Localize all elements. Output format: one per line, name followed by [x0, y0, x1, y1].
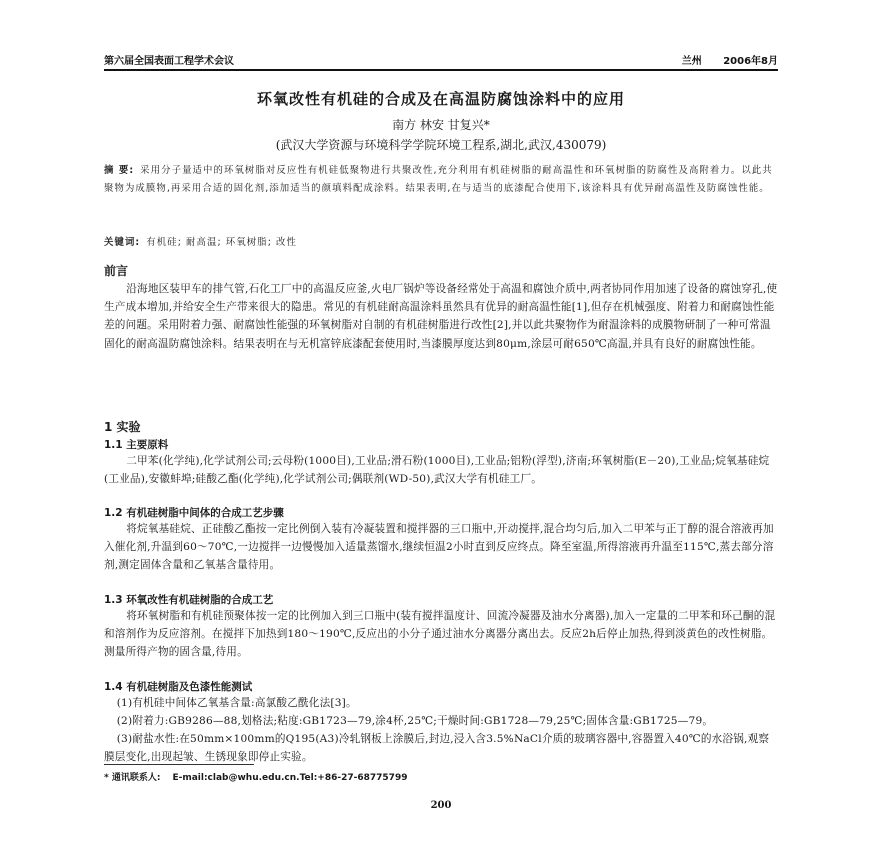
footnote-rule — [104, 764, 254, 765]
subsection-heading-1-3: 1.3 环氧改性有机硅树脂的合成工艺 — [104, 594, 274, 606]
intro-heading: 前言 — [104, 264, 129, 278]
keywords — [104, 234, 778, 248]
conference-name: 第六届全国表面工程学术会议 — [104, 56, 234, 67]
author-list: 南方 林安 甘复兴* — [392, 118, 490, 132]
section-heading-experiment: 1 实验 — [104, 420, 141, 434]
subsection-heading-1-4: 1.4 有机硅树脂及色漆性能测试 — [104, 681, 253, 693]
subsection-heading-1-1: 1.1 主要原料 — [104, 439, 169, 451]
test-item-1: (1)有机硅中间体乙氧基含量:高氯酸乙酰化法[3]。 — [116, 697, 357, 709]
paragraph-1-2: 将烷氧基硅烷、正硅酸乙酯按一定比例倒入装有冷凝装置和搅拌器的三口瓶中,开动搅拌,混合均匀后,加入二甲苯与正丁醇的混合溶液再加入催化剂,升温到60～70℃,一边搅拌一边慢慢加入适量蒸馏水,继续恒温2小时直到反应终点。降至室温,所得溶液再升温至115℃,蒸去部分溶剂,测定固体含量和乙氧基含量待用。 — [104, 523, 774, 572]
page-number: 200 — [430, 800, 452, 811]
footnote — [104, 770, 778, 783]
header-rule — [104, 69, 778, 71]
footnote-label: * 通讯联系人: — [104, 773, 161, 783]
test-item-3: (3)耐盐水性:在50mm×100mm的Q195(A3)冷轧钢板上涂膜后,封边,浸入含3.5%NaCl介质的玻璃容器中,容器置入40℃的水浴锅,观察膜层变化,出现起皱、生锈现象即停止实验。 — [104, 733, 770, 764]
intro-paragraph: 沿海地区装甲车的排气管,石化工厂中的高温反应釜,火电厂锅炉等设备经常处于高温和腐蚀介质中,两者协同作用加速了设备的腐蚀穿孔,使生产成本增加,并给安全生产带来很大的隐患。常见的有机硅耐高温涂料虽然具有优异的耐高温性能[1],但存在机械强度、附着力和耐腐蚀性能差的问题。采用附着力强、耐腐蚀性能强的环氧树脂对自制的有机硅树脂进行改性[2],并以此共聚物作为耐温涂料的成膜物研制了一种可常温固化的耐高温防腐蚀涂料。结果表明在与无机富锌底漆配套使用时,当漆膜厚度达到80μm,涂层可耐650℃高温,并具有良好的耐腐蚀性能。 — [104, 283, 778, 350]
footnote-contact: E-mail:clab@whu.edu.cn.Tel:+86-27-68775799 — [172, 773, 408, 783]
abstract — [104, 162, 778, 198]
keywords-text: 有机硅; 耐高温; 环氧树脂; 改性 — [146, 237, 297, 248]
affiliation: (武汉大学资源与环境科学学院环境工程系,湖北,武汉,430079) — [275, 138, 607, 152]
paragraph-1-3: 将环氧树脂和有机硅预聚体按一定的比例加入到三口瓶中(装有搅拌温度计、回流冷凝器及油水分离器),加入一定量的二甲苯和环己酮的混和溶剂作为反应溶剂。在搅拌下加热到180～190℃,反应出的小分子通过油水分离器分离出去。反应2h后停止加热,得到淡黄色的改性树脂。测量所得产物的固含量,待用。 — [104, 610, 776, 659]
running-head — [104, 50, 778, 66]
abstract-label: 摘 要: — [104, 165, 135, 176]
subsection-heading-1-2: 1.2 有机硅树脂中间体的合成工艺步骤 — [104, 507, 284, 519]
venue-date: 兰州 2006年8月 — [681, 56, 778, 67]
test-item-2: (2)附着力:GB9286—88,划格法;粘度:GB1723—79,涂4杯,25℃;干燥时间:GB1728—79,25℃;固体含量:GB1725—79。 (3)耐盐水性:在50mm×100mm的Q195(A3)冷轧钢板上涂膜后,封边,浸入含3.5%NaCl介质的玻璃容器中,容器置入40℃的水浴锅,观察膜层变化,出现起皱、生锈现象即停止实验。 — [104, 712, 778, 767]
abstract-text: 采用分子量适中的环氧树脂对反应性有机硅低聚物进行共聚改性,充分利用有机硅树脂的耐高温性和环氧树脂的防腐性及高附着力。以此共聚物为成膜物,再采用合适的固化剂,添加适当的颜填料配成涂料。结果表明,在与适当的底漆配合使用下,该涂料具有优异耐高温性及防腐蚀性能。 — [104, 165, 773, 194]
paper-title: 环氧改性有机硅的合成及在高温防腐蚀涂料中的应用 — [256, 90, 625, 108]
paragraph-1-1: 二甲苯(化学纯),化学试剂公司;云母粉(1000目),工业品;滑石粉(1000目),工业品;铝粉(浮型),济南;环氧树脂(E－20),工业品;烷氧基硅烷(工业品),安徽蚌埠;硅酸乙酯(化学纯),化学试剂公司;偶联剂(WD-50),武汉大学有机硅工厂。 — [104, 455, 770, 486]
keywords-label: 关键词: — [104, 237, 141, 248]
